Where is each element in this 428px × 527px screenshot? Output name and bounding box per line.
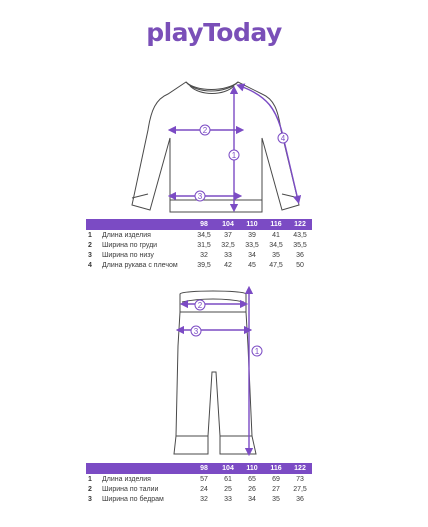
shirt-markers [195, 125, 288, 201]
cell-value: 45 [248, 261, 256, 269]
cell-value: 34,5 [197, 231, 211, 239]
row-number: 2 [88, 241, 92, 249]
shirt-size-table [86, 219, 312, 270]
shirt-marker-4: 4 [280, 134, 286, 143]
cell-value: 32 [200, 495, 208, 503]
cell-value: 43,5 [293, 231, 307, 239]
cell-value: 33 [224, 251, 232, 259]
cell-value: 65 [248, 475, 256, 483]
shirt-outline [132, 82, 299, 212]
cell-value: 27 [272, 485, 280, 493]
cell-value: 35 [272, 251, 280, 259]
cell-value: 61 [224, 475, 232, 483]
cell-value: 31,5 [197, 241, 211, 249]
pants-table-header [86, 463, 312, 474]
cell-value: 32,5 [221, 241, 235, 249]
cell-value: 50 [296, 261, 304, 269]
cell-value: 32 [200, 251, 208, 259]
cell-value: 47,5 [269, 261, 283, 269]
shirt-marker-2: 2 [202, 126, 208, 135]
pants-marker-3: 3 [193, 327, 199, 336]
row-label: Ширина по низу [102, 251, 154, 259]
cell-value: 39 [248, 231, 256, 239]
table-row [86, 260, 312, 270]
row-label: Длина изделия [102, 231, 151, 239]
header-blank [86, 463, 192, 474]
header-blank [86, 219, 192, 230]
cell-value: 41 [272, 231, 280, 239]
size-header: 116 [264, 219, 288, 230]
table-row [86, 474, 312, 484]
pants-markers [191, 300, 262, 356]
shirt-table-header [86, 219, 312, 230]
row-number: 1 [88, 231, 92, 239]
shirt-marker-1: 1 [231, 151, 237, 160]
size-header: 122 [288, 219, 312, 230]
table-row [86, 250, 312, 260]
row-label: Ширина по талии [102, 485, 159, 493]
cell-value: 37 [224, 231, 232, 239]
shirt-measure-lines [172, 86, 298, 208]
cell-value: 34,5 [269, 241, 283, 249]
cell-value: 26 [248, 485, 256, 493]
size-header: 110 [240, 463, 264, 474]
cell-value: 36 [296, 251, 304, 259]
table-row [86, 494, 312, 504]
cell-value: 27,5 [293, 485, 307, 493]
table-row [86, 230, 312, 240]
pants-measure-lines [180, 290, 249, 452]
row-label: Длина изделия [102, 475, 151, 483]
cell-value: 33,5 [245, 241, 259, 249]
cell-value: 35 [272, 495, 280, 503]
cell-value: 57 [200, 475, 208, 483]
row-label: Ширина по груди [102, 241, 158, 249]
size-header: 98 [192, 463, 216, 474]
table-row [86, 484, 312, 494]
shirt-marker-3: 3 [197, 192, 203, 201]
pants-marker-2: 2 [197, 301, 203, 310]
size-header: 104 [216, 219, 240, 230]
pants-outline [174, 291, 256, 454]
cell-value: 35,5 [293, 241, 307, 249]
cell-value: 33 [224, 495, 232, 503]
cell-value: 25 [224, 485, 232, 493]
row-number: 2 [88, 485, 92, 493]
size-header: 110 [240, 219, 264, 230]
cell-value: 24 [200, 485, 208, 493]
pants-marker-1: 1 [254, 347, 260, 356]
cell-value: 42 [224, 261, 232, 269]
table-row [86, 240, 312, 250]
size-header: 104 [216, 463, 240, 474]
row-number: 3 [88, 495, 92, 503]
cell-value: 73 [296, 475, 304, 483]
size-header: 116 [264, 463, 288, 474]
row-number: 1 [88, 475, 92, 483]
size-header: 98 [192, 219, 216, 230]
logo-text: playToday [146, 18, 282, 47]
cell-value: 34 [248, 251, 256, 259]
cell-value: 39,5 [197, 261, 211, 269]
row-label: Ширина по бедрам [102, 495, 164, 503]
cell-value: 34 [248, 495, 256, 503]
size-header: 122 [288, 463, 312, 474]
row-number: 4 [88, 261, 92, 269]
cell-value: 36 [296, 495, 304, 503]
row-label: Длина рукава с плечом [102, 261, 178, 269]
row-number: 3 [88, 251, 92, 259]
pants-size-table [86, 463, 312, 504]
cell-value: 69 [272, 475, 280, 483]
